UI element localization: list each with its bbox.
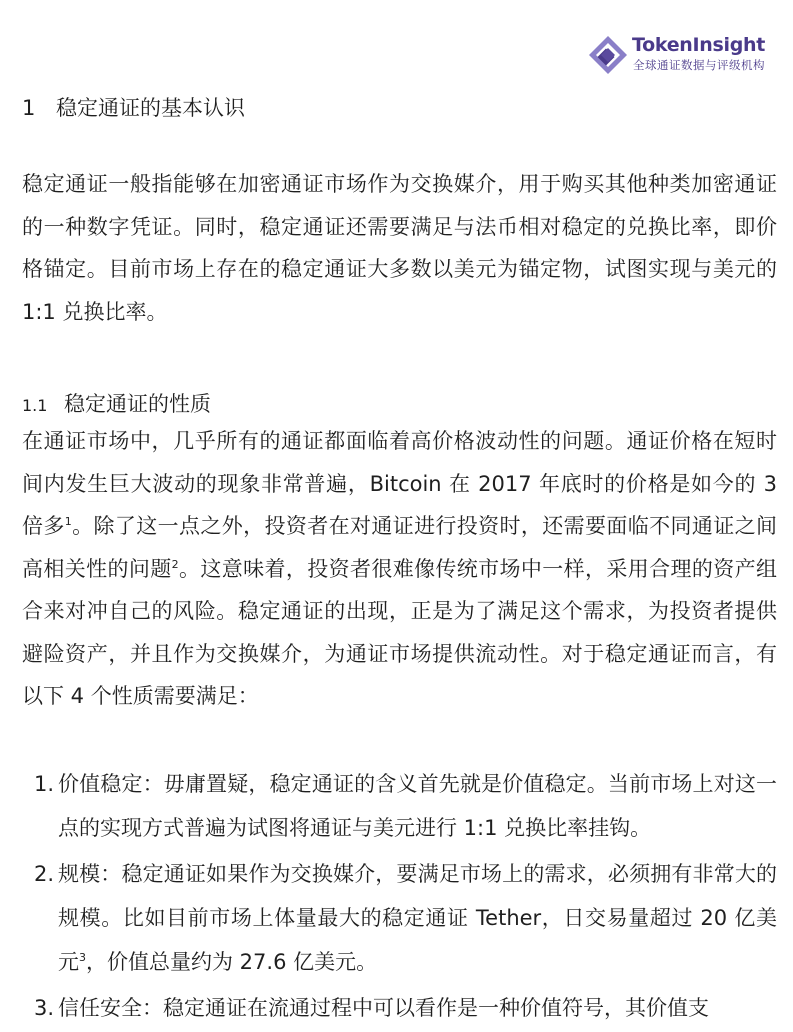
list-item-text: ，价值总量约为 27.6 亿美元。 xyxy=(86,950,378,974)
list-item-text: 信任安全：稳定通证在流通过程中可以看作是一种价值符号，其价值支 xyxy=(58,996,709,1020)
section-title: 稳定通证的基本认识 xyxy=(56,96,245,120)
list-item xyxy=(22,852,777,984)
list-item-text: 规模：稳定通证如果作为交换媒介，要满足市场上的需求，必须拥有非常大的规模。比如目前市场上体量最大的稳定通证 Tether，日交易量超过 20 亿美元 xyxy=(58,862,777,974)
list-marker: 3. xyxy=(34,996,55,1020)
paragraph-text: 。这意味着，投资者很难像传统市场中一样，采用合理的资产组合来对冲自己的风险。稳定通证的出现，正是为了满足这个需求，为投资者提供避险资产，并且作为交换媒介，为通证市场提供流动性。对于稳定通证而言，有以下 4 个性质需要满足： xyxy=(22,556,778,708)
subsection-number: 1.1 xyxy=(22,396,48,415)
paragraph-text: 。除了这一点之外，投资者在对通证进行投资时，还需要面临不同通证之间高相关性的问题 xyxy=(22,514,778,581)
tokeninsight-logo-icon xyxy=(587,34,629,76)
section-heading-1-1 xyxy=(22,388,211,418)
list-item-text: 价值稳定：毋庸置疑，稳定通证的含义首先就是价值稳定。当前市场上对这一点的实现方式普遍为试图将通证与美元进行 1:1 兑换比率挂钩。 xyxy=(58,772,777,840)
list-item xyxy=(22,986,777,1030)
tokeninsight-logo xyxy=(587,32,777,76)
logo-subtitle: 全球通证数据与评级机构 xyxy=(633,58,765,72)
subsection-title: 稳定通证的性质 xyxy=(64,392,211,416)
paragraph-text: 在通证市场中，几乎所有的通证都面临着高价格波动性的问题。通证价格在短时间内发生巨大波动的现象非常普遍，Bitcoin 在 2017 年底时的价格是如今的 3 倍多 xyxy=(22,429,777,538)
logo-title: TokenInsight xyxy=(632,34,766,56)
section-heading-1 xyxy=(22,92,245,122)
list-marker: 2. xyxy=(34,862,55,886)
list-item xyxy=(22,762,777,850)
footnote-ref-3: 3 xyxy=(79,951,86,964)
list-marker: 1. xyxy=(34,772,55,796)
section-1-1-paragraph xyxy=(22,420,777,718)
footnote-ref-2: 2 xyxy=(171,557,179,571)
section-number: 1 xyxy=(22,96,36,120)
section-1-paragraph: 稳定通证一般指能够在加密通证市场作为交换媒介，用于购买其他种类加密通证的一种数字凭证。同时，稳定通证还需要满足与法币相对稳定的兑换比率，即价格锚定。目前市场上存在的稳定通证大多数以美元为锚定物，试图实现与美元的 1:1 兑换比率。 xyxy=(22,172,777,324)
footnote-ref-1: 1 xyxy=(64,515,72,528)
properties-list xyxy=(22,762,777,1032)
